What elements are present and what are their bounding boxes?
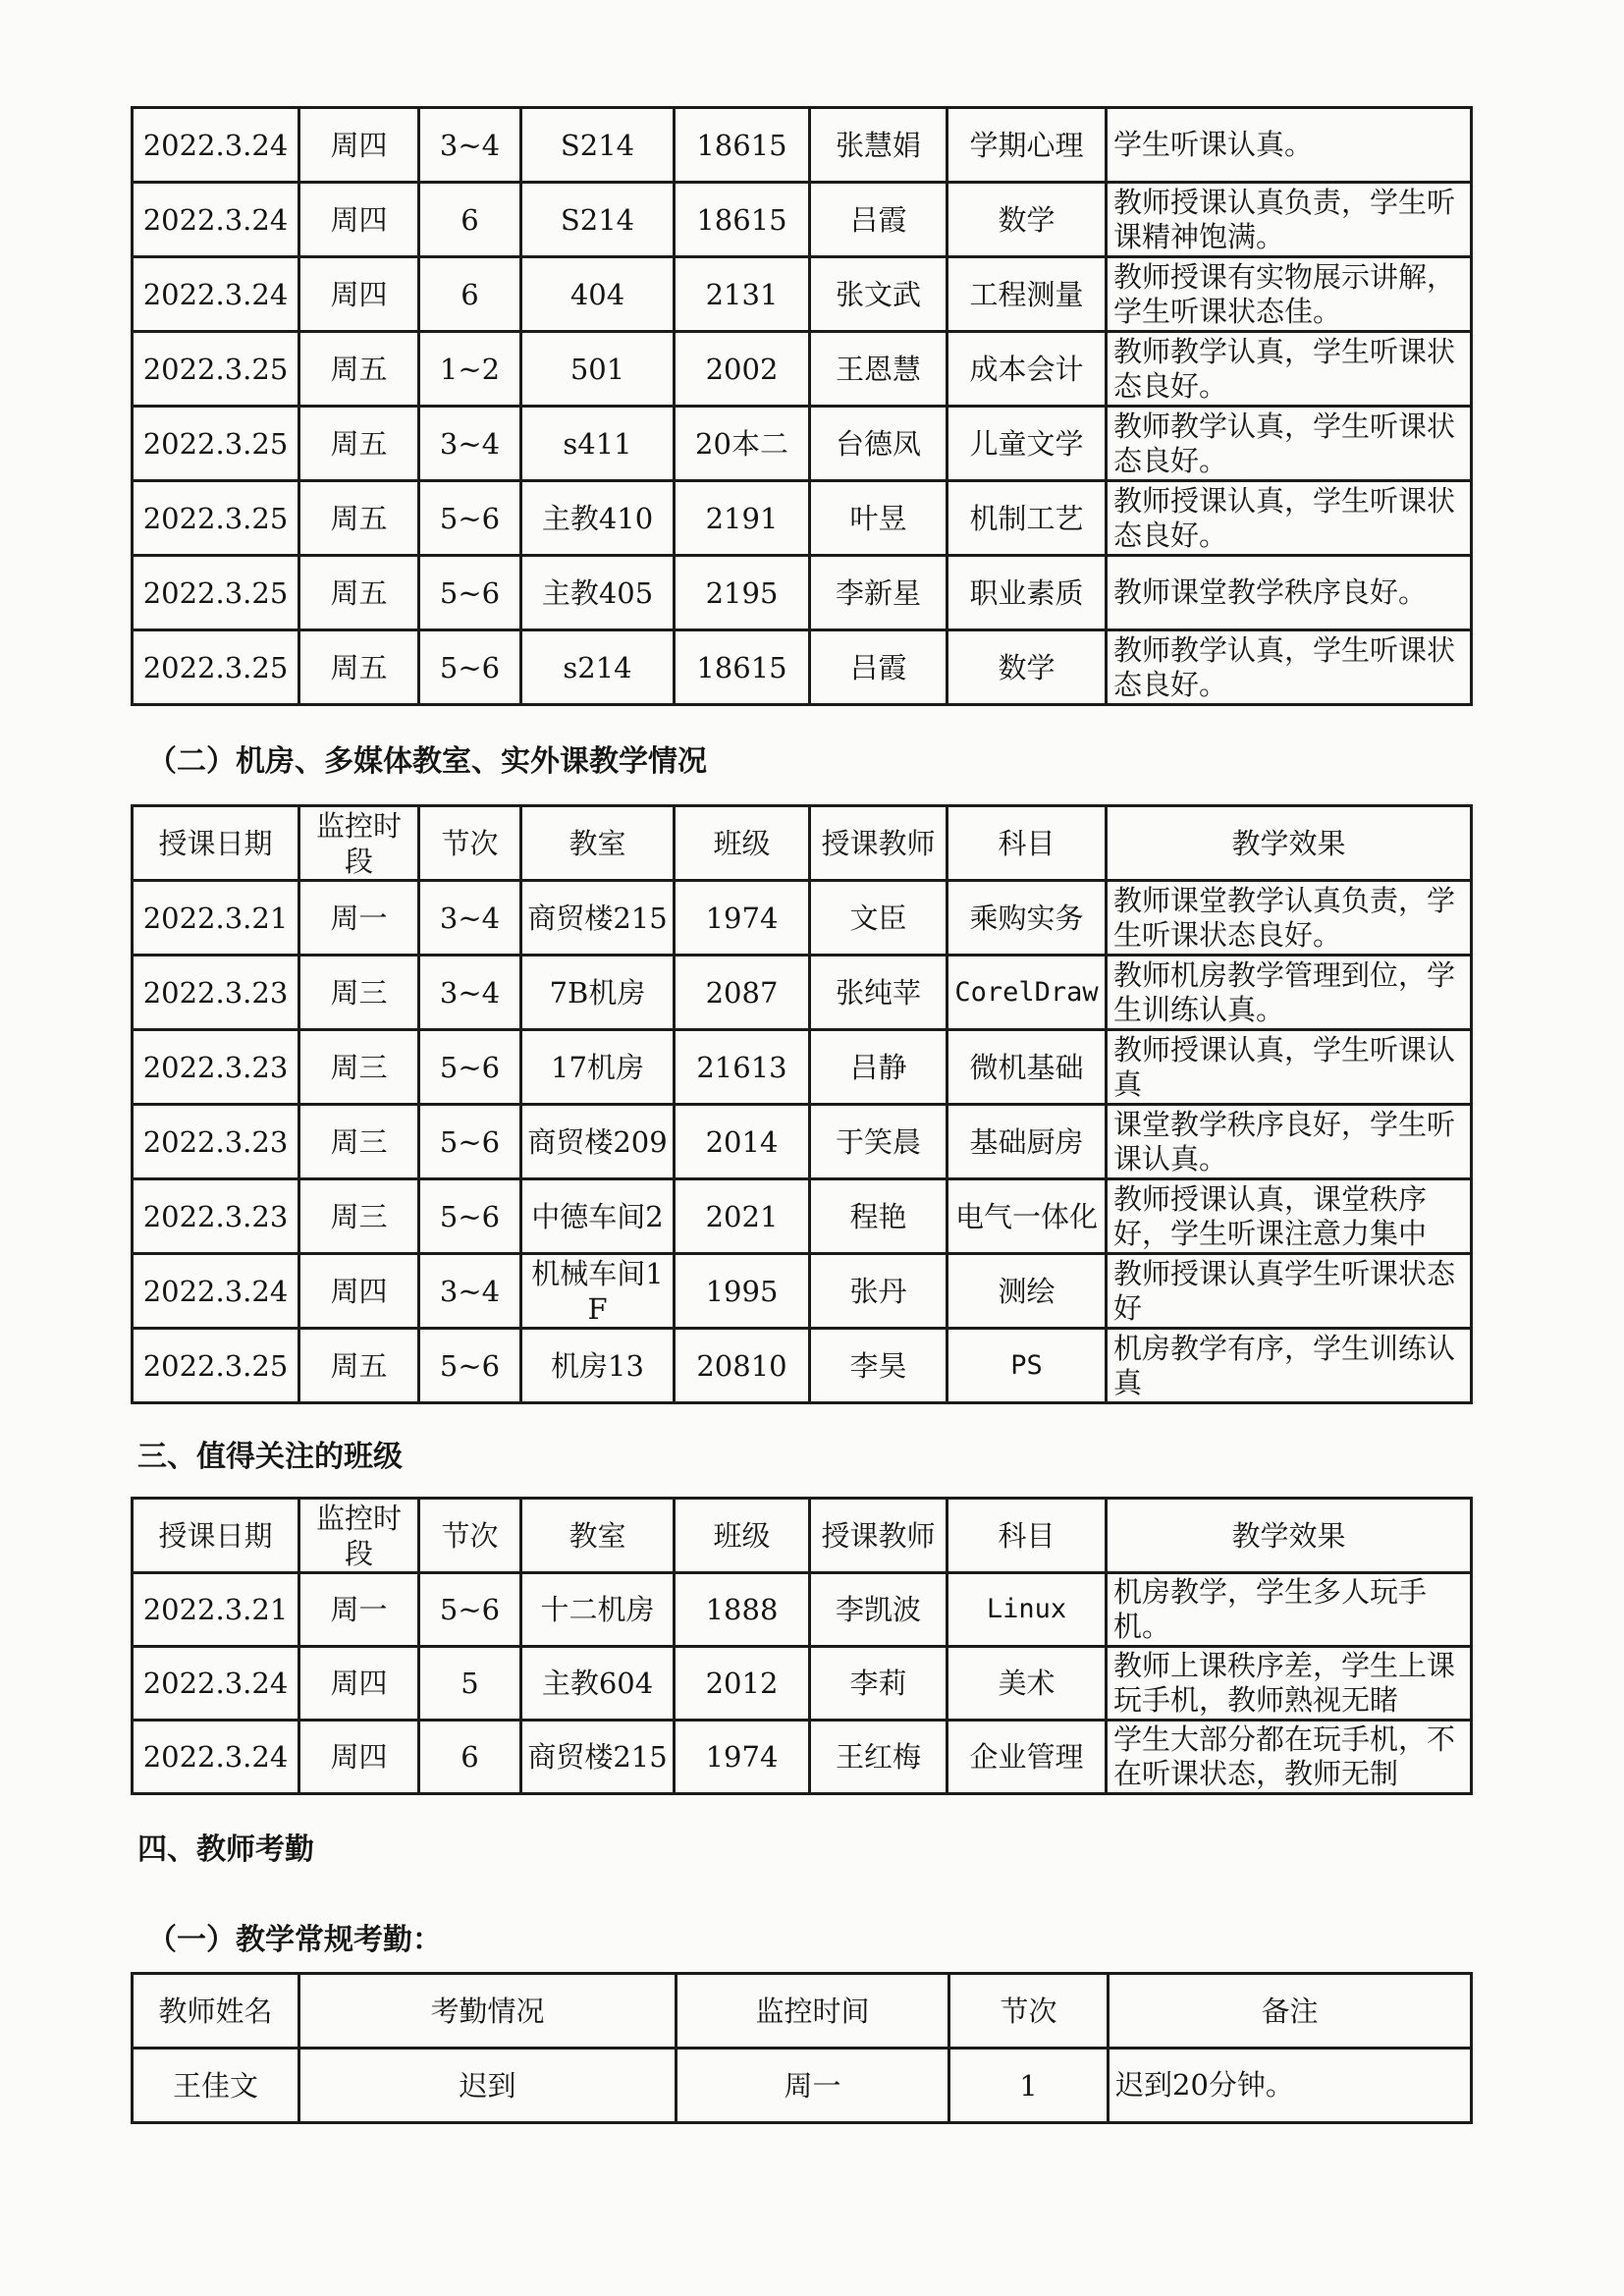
monitor-period-cell: 周四 [299,1721,419,1794]
note-cell: 迟到20分钟。 [1109,2049,1472,2123]
column-header-note: 备注 [1109,1974,1472,2049]
table-row [133,2049,1472,2123]
subject-cell: 微机基础 [947,1030,1107,1105]
monitor-period-cell: 周五 [299,332,419,407]
class-cell: 2195 [675,556,810,630]
class-cell: 18615 [675,108,810,183]
subject-cell: 学期心理 [947,108,1107,183]
teacher-cell: 吕霞 [810,183,947,257]
date-cell: 2022.3.24 [133,108,299,183]
class-cell: 21613 [675,1030,810,1105]
inspection-table-continued [131,106,1473,706]
teacher-cell: 李昊 [810,1329,947,1403]
teaching-effect-cell: 机房教学，学生多人玩手机。 [1107,1573,1472,1647]
table-row [133,1329,1472,1403]
date-cell: 2022.3.24 [133,1254,299,1329]
class-period-cell: 5~6 [419,1030,521,1105]
monitor-period-cell: 周五 [299,407,419,481]
table-row [133,556,1472,630]
teaching-effect-cell: 教师上课秩序差，学生上课玩手机，教师熟视无睹 [1107,1647,1472,1721]
subject-cell: CorelDraw [947,956,1107,1030]
subject-cell: 工程测量 [947,257,1107,332]
classroom-cell: 中德车间2 [521,1179,675,1254]
column-header-day: 监控时段 [299,806,419,881]
teaching-effect-cell: 教师授课认真，学生听课认真 [1107,1030,1472,1105]
teacher-cell: 王恩慧 [810,332,947,407]
teacher-cell: 吕静 [810,1030,947,1105]
column-header-subject: 科目 [947,1499,1107,1573]
teaching-effect-cell: 课堂教学秩序良好，学生听课认真。 [1107,1105,1472,1179]
column-header-name: 教师姓名 [133,1974,299,2049]
teacher-cell: 张纯苹 [810,956,947,1030]
date-cell: 2022.3.25 [133,630,299,705]
class-cell: 1888 [675,1573,810,1647]
subsection-heading-routine-attendance: （一）教学常规考勤： [147,1923,442,1957]
class-period-cell: 3~4 [419,956,521,1030]
classes-of-concern-table [131,1497,1473,1795]
monitor-period-cell: 周五 [299,1329,419,1403]
monitor-period-cell: 周四 [299,1647,419,1721]
section-heading-computer-rooms: （二）机房、多媒体教室、实外课教学情况 [147,744,707,779]
classroom-cell: 17机房 [521,1030,675,1105]
date-cell: 2022.3.21 [133,881,299,956]
class-period-cell: 3~4 [419,407,521,481]
subject-cell: 成本会计 [947,332,1107,407]
date-cell: 2022.3.24 [133,257,299,332]
column-header-teacher: 授课教师 [810,806,947,881]
class-period-cell: 6 [419,183,521,257]
teacher-cell: 文臣 [810,881,947,956]
class-period-cell: 1~2 [419,332,521,407]
table-row [133,257,1472,332]
monitor-period-cell: 周三 [299,1030,419,1105]
teacher-cell: 王红梅 [810,1721,947,1794]
date-cell: 2022.3.23 [133,1179,299,1254]
class-period-cell: 1 [949,2049,1109,2123]
table-row [133,407,1472,481]
table-row [133,1573,1472,1647]
table-row [133,1030,1472,1105]
header-row [133,806,1472,881]
monitor-period-cell: 周四 [299,108,419,183]
teaching-effect-cell: 教师课堂教学认真负责，学生听课状态良好。 [1107,881,1472,956]
subject-cell: 电气一体化 [947,1179,1107,1254]
teaching-effect-cell: 教师教学认真，学生听课状态良好。 [1107,407,1472,481]
table-row [133,630,1472,705]
classroom-cell: S214 [521,108,675,183]
status-cell: 迟到 [299,2049,677,2123]
classroom-cell: s411 [521,407,675,481]
subject-cell: 企业管理 [947,1721,1107,1794]
date-cell: 2022.3.25 [133,481,299,556]
monitor-period-cell: 周三 [299,1179,419,1254]
class-period-cell: 5~6 [419,481,521,556]
table-row [133,481,1472,556]
table-row [133,1647,1472,1721]
monitor-period-cell: 周四 [299,183,419,257]
date-cell: 2022.3.23 [133,1030,299,1105]
class-period-cell: 5~6 [419,1105,521,1179]
subject-cell: 数学 [947,183,1107,257]
class-period-cell: 5~6 [419,556,521,630]
date-cell: 2022.3.24 [133,1721,299,1794]
class-cell: 2087 [675,956,810,1030]
subject-cell: 测绘 [947,1254,1107,1329]
column-header-effect: 教学效果 [1107,806,1472,881]
class-cell: 1995 [675,1254,810,1329]
class-period-cell: 5~6 [419,1573,521,1647]
monitor-period-cell: 周三 [299,956,419,1030]
class-cell: 2131 [675,257,810,332]
class-cell: 20本二 [675,407,810,481]
class-cell: 2014 [675,1105,810,1179]
monitor-period-cell: 周五 [299,630,419,705]
column-header-status: 考勤情况 [299,1974,677,2049]
column-header-period: 节次 [419,806,521,881]
teaching-effect-cell: 教师机房教学管理到位，学生训练认真。 [1107,956,1472,1030]
header-row [133,1499,1472,1573]
column-header-class: 班级 [675,1499,810,1573]
subject-cell: Linux [947,1573,1107,1647]
table-row [133,1254,1472,1329]
classroom-cell: 机房13 [521,1329,675,1403]
classroom-cell: 商贸楼215 [521,1721,675,1794]
classroom-cell: 404 [521,257,675,332]
teacher-cell: 程艳 [810,1179,947,1254]
class-cell: 2002 [675,332,810,407]
date-cell: 2022.3.25 [133,556,299,630]
teacher-cell: 叶昱 [810,481,947,556]
classroom-cell: S214 [521,183,675,257]
teacher-cell: 张丹 [810,1254,947,1329]
classroom-cell: 主教604 [521,1647,675,1721]
monitor-period-cell: 周五 [299,556,419,630]
class-cell: 1974 [675,881,810,956]
attendance-table [131,1972,1473,2124]
class-period-cell: 3~4 [419,108,521,183]
classroom-cell: 商贸楼209 [521,1105,675,1179]
column-header-teacher: 授课教师 [810,1499,947,1573]
date-cell: 2022.3.25 [133,332,299,407]
date-cell: 2022.3.24 [133,1647,299,1721]
column-header-date: 授课日期 [133,806,299,881]
date-cell: 2022.3.23 [133,956,299,1030]
teacher-cell: 于笑晨 [810,1105,947,1179]
subject-cell: 数学 [947,630,1107,705]
table-row [133,332,1472,407]
table-row [133,1721,1472,1794]
column-header-date: 授课日期 [133,1499,299,1573]
teacher-cell: 台德凤 [810,407,947,481]
teaching-effect-cell: 教师课堂教学秩序良好。 [1107,556,1472,630]
teacher-cell: 吕霞 [810,630,947,705]
class-period-cell: 5~6 [419,1179,521,1254]
monitor-period-cell: 周三 [299,1105,419,1179]
class-period-cell: 6 [419,257,521,332]
column-header-class: 班级 [675,806,810,881]
column-header-period: 节次 [949,1974,1109,2049]
teaching-effect-cell: 教师授课认真，学生听课状态良好。 [1107,481,1472,556]
header-row [133,1974,1472,2049]
teaching-effect-cell: 教师教学认真，学生听课状态良好。 [1107,630,1472,705]
column-header-period: 节次 [419,1499,521,1573]
classroom-cell: 十二机房 [521,1573,675,1647]
table-row [133,881,1472,956]
teaching-effect-cell: 教师授课有实物展示讲解，学生听课状态佳。 [1107,257,1472,332]
subject-cell: 基础厨房 [947,1105,1107,1179]
column-header-effect: 教学效果 [1107,1499,1472,1573]
table-row [133,956,1472,1030]
column-header-room: 教室 [521,806,675,881]
classroom-cell: 501 [521,332,675,407]
table-row [133,1105,1472,1179]
classroom-cell: 机械车间1F [521,1254,675,1329]
date-cell: 2022.3.25 [133,407,299,481]
teaching-effect-cell: 机房教学有序，学生训练认真 [1107,1329,1472,1403]
class-period-cell: 3~4 [419,881,521,956]
subject-cell: 机制工艺 [947,481,1107,556]
teaching-effect-cell: 教师教学认真，学生听课状态良好。 [1107,332,1472,407]
teacher-cell: 李凯波 [810,1573,947,1647]
classroom-cell: 主教405 [521,556,675,630]
teaching-effect-cell: 教师授课认真，课堂秩序好，学生听课注意力集中 [1107,1179,1472,1254]
column-header-subject: 科目 [947,806,1107,881]
column-header-time: 监控时间 [677,1974,949,2049]
teaching-effect-cell: 教师授课认真负责，学生听课精神饱满。 [1107,183,1472,257]
monitor-period-cell: 周五 [299,481,419,556]
table-row [133,1179,1472,1254]
subject-cell: 儿童文学 [947,407,1107,481]
classroom-cell: 7B机房 [521,956,675,1030]
class-period-cell: 5~6 [419,630,521,705]
classroom-cell: s214 [521,630,675,705]
class-cell: 18615 [675,183,810,257]
section-heading-classes-of-concern: 三、值得关注的班级 [137,1440,403,1474]
name-cell: 王佳文 [133,2049,299,2123]
date-cell: 2022.3.24 [133,183,299,257]
class-cell: 2191 [675,481,810,556]
class-period-cell: 6 [419,1721,521,1794]
monitor-period-cell: 周一 [299,881,419,956]
monitor-period-cell: 周四 [299,1254,419,1329]
classroom-cell: 主教410 [521,481,675,556]
classroom-cell: 商贸楼215 [521,881,675,956]
monitor-period-cell: 周一 [299,1573,419,1647]
subject-cell: PS [947,1329,1107,1403]
table-row [133,108,1472,183]
date-cell: 2022.3.23 [133,1105,299,1179]
teaching-effect-cell: 学生大部分都在玩手机，不在听课状态，教师无制 [1107,1721,1472,1794]
class-period-cell: 5~6 [419,1329,521,1403]
table-row [133,183,1472,257]
teacher-cell: 张慧娟 [810,108,947,183]
teacher-cell: 张文武 [810,257,947,332]
section-heading-teacher-attendance: 四、教师考勤 [137,1832,314,1867]
class-period-cell: 5 [419,1647,521,1721]
subject-cell: 乘购实务 [947,881,1107,956]
teacher-cell: 李莉 [810,1647,947,1721]
subject-cell: 美术 [947,1647,1107,1721]
monitor-period-cell: 周四 [299,257,419,332]
class-period-cell: 3~4 [419,1254,521,1329]
class-cell: 2021 [675,1179,810,1254]
subject-cell: 职业素质 [947,556,1107,630]
time-cell: 周一 [677,2049,949,2123]
date-cell: 2022.3.21 [133,1573,299,1647]
teacher-cell: 李新星 [810,556,947,630]
column-header-room: 教室 [521,1499,675,1573]
computer-room-teaching-table [131,804,1473,1404]
class-cell: 2012 [675,1647,810,1721]
teaching-effect-cell: 教师授课认真学生听课状态好 [1107,1254,1472,1329]
column-header-day: 监控时段 [299,1499,419,1573]
class-cell: 18615 [675,630,810,705]
date-cell: 2022.3.25 [133,1329,299,1403]
teaching-effect-cell: 学生听课认真。 [1107,108,1472,183]
class-cell: 20810 [675,1329,810,1403]
class-cell: 1974 [675,1721,810,1794]
